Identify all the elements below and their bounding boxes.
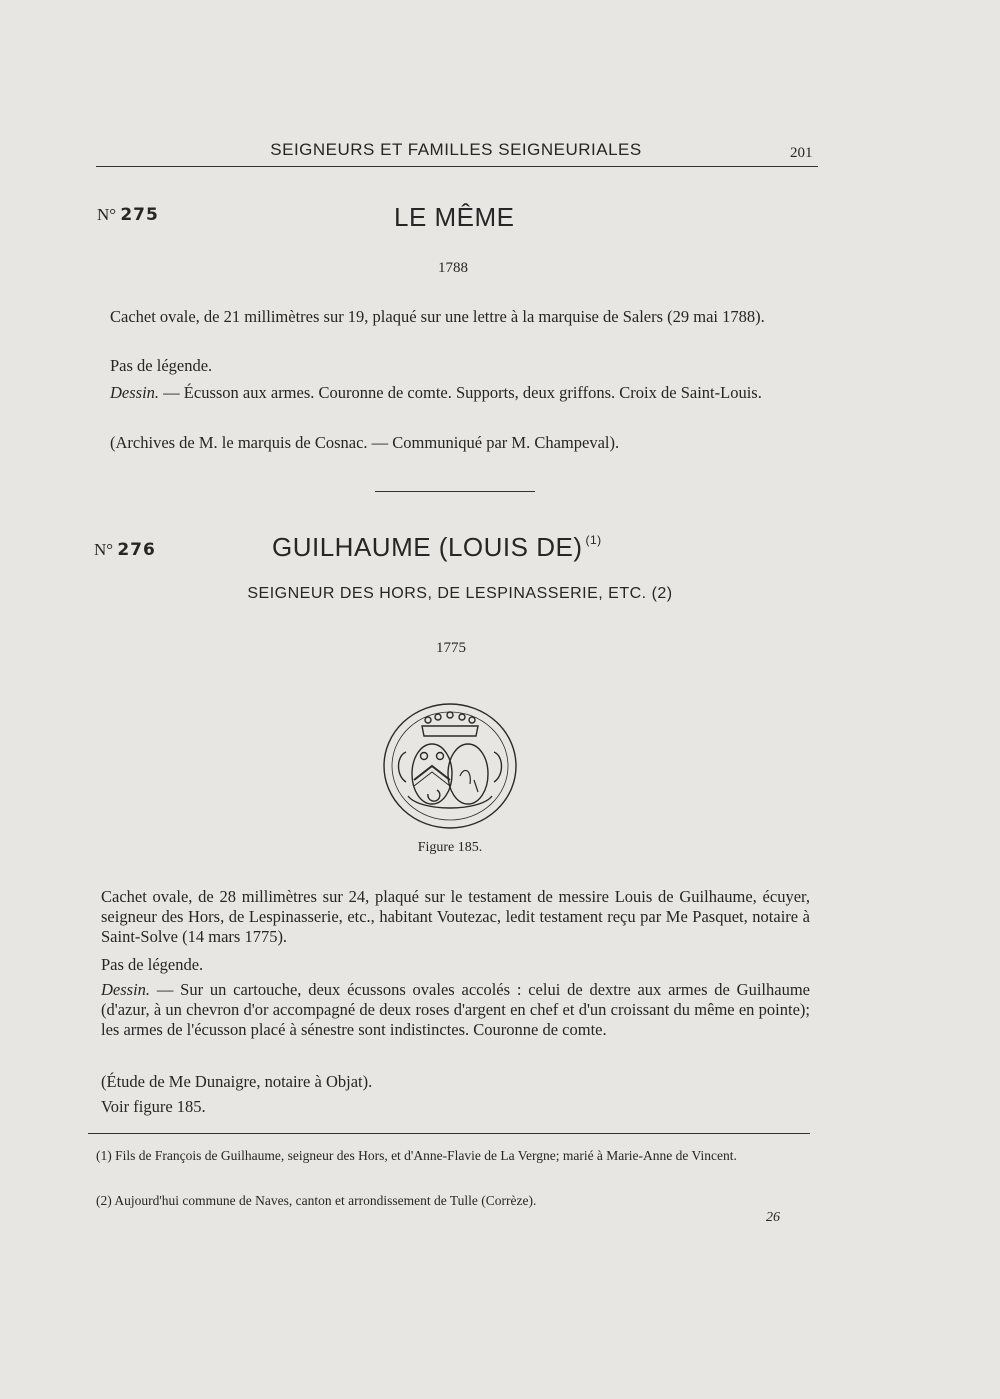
- page-number: 201: [790, 145, 813, 161]
- entry-number-275: [97, 205, 159, 225]
- entry-276-paragraph-3: [101, 980, 810, 1040]
- running-title: SEIGNEURS ET FAMILLES SEIGNEURIALES: [270, 140, 642, 159]
- entry-275-paragraph-4: (Archives de M. le marquis de Cosnac. — Communiqué par M. Champeval).: [110, 433, 620, 452]
- entry-title-275: LE MÊME: [394, 202, 515, 232]
- footnote-2: (2) Aujourd'hui commune de Naves, canton et arrondissement de Tulle (Corrèze).: [96, 1193, 537, 1208]
- header-rule: [96, 166, 818, 167]
- entry-275-paragraph-3: [110, 383, 816, 403]
- figure-caption: Figure 185.: [417, 840, 483, 855]
- entry-separator: [375, 491, 535, 492]
- entry-275-paragraph-2: Pas de légende.: [110, 356, 213, 375]
- signature-mark: 26: [766, 1210, 780, 1225]
- left-shield: [412, 744, 452, 804]
- entry-number-prefix: N°: [94, 540, 114, 559]
- entry-title-276: [272, 532, 602, 563]
- footnote-rule: [88, 1133, 810, 1134]
- seal-inner-ring: [392, 712, 508, 820]
- entry-number-prefix: N°: [97, 205, 117, 224]
- entry-number-276: [94, 540, 156, 560]
- entry-subtitle-276: SEIGNEUR DES HORS, DE LESPINASSERIE, ETC. (2): [247, 585, 673, 602]
- dessin-label: Dessin.: [110, 383, 160, 402]
- entry-276-paragraph-2: Pas de légende.: [101, 955, 204, 974]
- seal-outer-ring: [384, 704, 516, 828]
- crown-band: [422, 726, 478, 736]
- dessin-text: — Sur un cartouche, deux écussons ovales accolés : celui de dextre aux armes de Guilhaume (d'azur, à un chevron d'or accompagné de deux roses d'argent en chef et d'un croissant du même en pointe); les armes de l'écusson placé à sénestre sont indistinctes. Couronne de comte.: [101, 980, 810, 1039]
- entry-number-value: 275: [120, 205, 159, 225]
- footnote-ref-1: (1): [585, 533, 602, 547]
- entry-year-276: 1775: [436, 640, 466, 656]
- entry-year-275: 1788: [438, 260, 468, 276]
- dessin-text: — Écusson aux armes. Couronne de comte. Supports, deux griffons. Croix de Saint-Louis.: [159, 383, 762, 402]
- entry-275-paragraph-1: Cachet ovale, de 21 millimètres sur 19, plaqué sur une lettre à la marquise de Salers (29 mai 1788).: [110, 307, 765, 326]
- dessin-label: Dessin.: [101, 980, 151, 999]
- entry-276-paragraph-4: (Étude de Me Dunaigre, notaire à Objat).: [101, 1072, 373, 1091]
- entry-276-paragraph-5: Voir figure 185.: [101, 1097, 206, 1116]
- footnote-1: (1) Fils de François de Guilhaume, seigneur des Hors, et d'Anne-Flavie de La Vergne; marié à Marie-Anne de Vincent.: [96, 1148, 737, 1163]
- right-shield: [448, 744, 488, 804]
- seal-figure: [380, 696, 520, 832]
- entry-276-paragraph-1: Cachet ovale, de 28 millimètres sur 24, plaqué sur le testament de messire Louis de Guilhaume, écuyer, seigneur des Hors, de Lespinasserie, etc., habitant Voutezac, ledit testament reçu par Me Pasquet, notaire à Saint-Solve (14 mars 1775).: [101, 887, 810, 946]
- entry-number-value: 276: [117, 540, 156, 560]
- entry-title-text: GUILHAUME (LOUIS DE): [272, 532, 583, 562]
